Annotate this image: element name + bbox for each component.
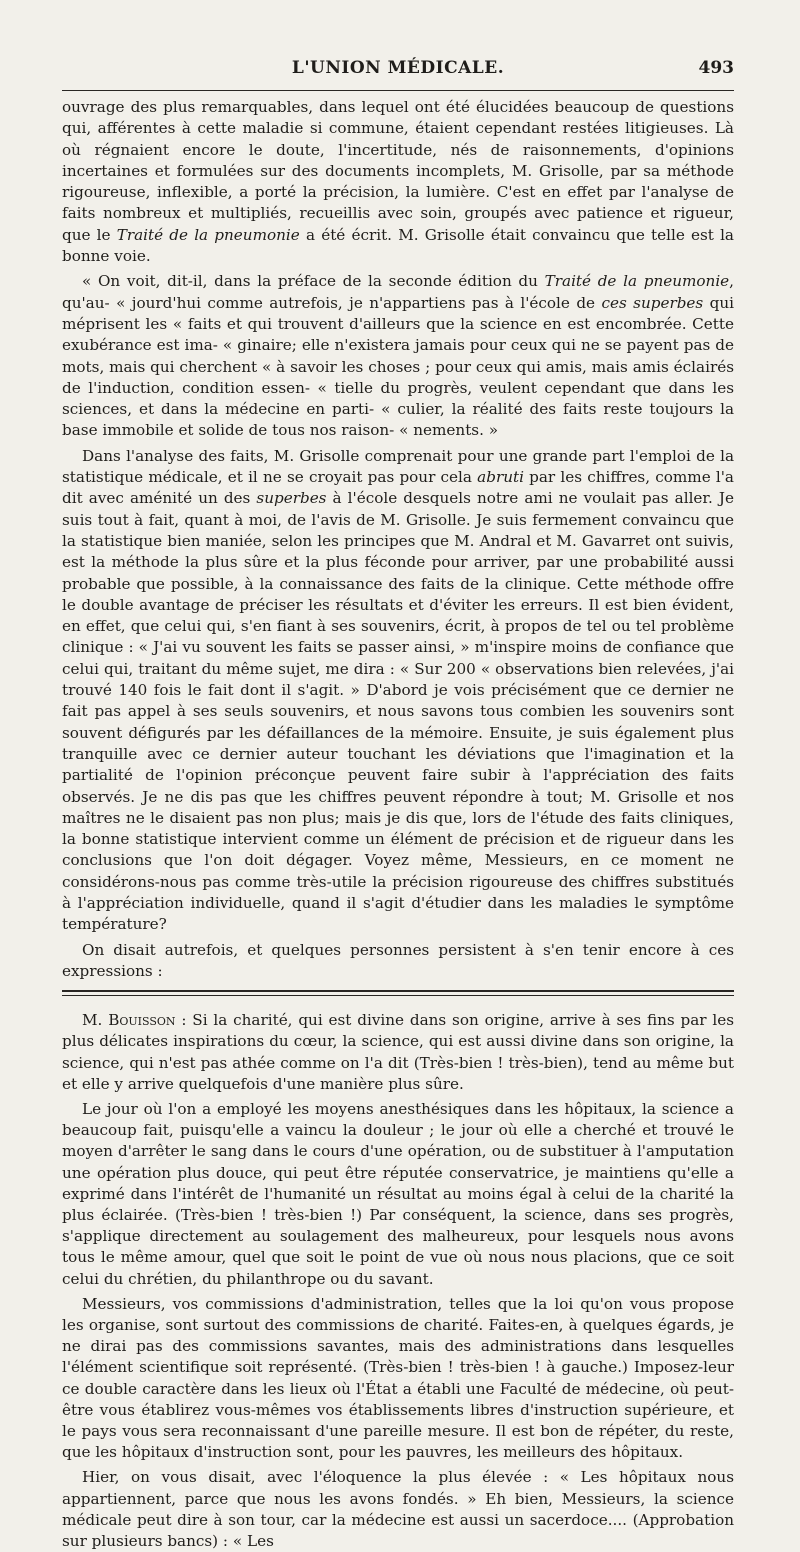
journal-title: L'UNION MÉDICALE. xyxy=(291,58,505,78)
speaker-name: M. Bouisson xyxy=(82,1011,176,1030)
italic-word: superbes xyxy=(256,489,327,508)
paragraph: Messieurs, vos commissions d'administration, telles que la loi qu'on vous propose les organise, sont surtout des commissions de charité. Faites-en, à quelques égards, je ne dirai pas des commissions savantes, mais des administrations dans lesquelles l'élément scientifique soit représenté. (Très-bien ! très-bien ! à gauche.) Imposez-leur ce double caractère dans les lieux où l'État a établi une Faculté de médecine, où peut-être vous établirez vous-mêmes vos établissements libres d'instruction supérieure, et le pays vous sera reconnaissant d'une pareille mesure. Il est bon de répéter, du reste, que les hôpitaux d'instruction sont, pour les pauvres, les meilleurs des hôpitaux. xyxy=(62,1294,734,1462)
debate-section xyxy=(62,1010,734,1552)
paragraph: Hier, on vous disait, avec l'éloquence la plus élevée : « Les hôpitaux nous appartiennent, parce que nous les avons fondés. » Eh bien, Messieurs, la science médicale peut dire à son tour, car la médecine est aussi un sacerdoce.... (Approbation sur plusieurs bancs) : « Les xyxy=(62,1468,734,1551)
paragraph: Dans l'analyse des faits, M. Grisolle comprenait pour une grande part l'emploi de la statistique médicale, et il ne se croyait pas pour cela abruti par les chiffres, comme l'a dit avec aménité un des superbes à l'école desquels notre ami ne voulait pas aller. Je suis tout à fait, quant à moi, de l'avis de M. Grisolle. Je suis fermement convaincu que la statistique bien maniée, selon les principes que M. Andral et M. Gavarret ont suivis, est la méthode la plus sûre et la plus féconde pour arriver, par une probabilité aussi probable que possible, à la connaissance des faits de la clinique. Cette méthode offre le double avantage de préciser les résultats et d'éviter les erreurs. Il est bien évident, en effet, que celui qui, s'en fiant à ses souvenirs, écrit, à propos de tel ou tel problème clinique : « J'ai vu souvent les faits se passer ainsi, » m'inspire moins de confiance que celui qui, traitant du même sujet, me dira : « Sur 200 « observations bien relevées, j'ai trouvé 140 fois le fait dont il s'agit. » D'abord je vois précisément que ce dernier ne fait pas appel à ses seuls souvenirs, et nous savons tous combien les souvenirs sont souvent défigurés par les défaillances de la mémoire. Ensuite, je suis également plus tranquille avec ce dernier auteur touchant les déviations que l'imagination et la partialité de l'opinion préconçue peuvent faire subir à l'appréciation des faits observés. Je ne dis pas que les chiffres peuvent répondre à tout; M. Grisolle et nos maîtres ne le disaient pas non plus; mais je dis que, lors de l'étude des faits cliniques, la bonne statistique intervient comme un élément de précision et de rigueur dans les conclusions que l'on doit dégager. Voyez même, Messieurs, en ce moment ne considérons-nous pas comme très-utile la précision rigoureuse des chiffres substitués à l'appréciation individuelle, quand il s'agit d'étudier dans les maladies le symptôme température? xyxy=(62,446,734,934)
paragraph: M. Bouisson : Si la charité, qui est divine dans son origine, arrive à ses fins par les plus délicates inspirations du cœur, la science, qui est aussi divine dans son origine, la science, qui n'est pas athée comme on l'a dit (Très-bien ! très-bien), tend au même but et elle y arrive quelquefois d'une manière plus sûre. xyxy=(62,1011,734,1093)
paragraph: On disait autrefois, et quelques personnes persistent à s'en tenir encore à ces expressions : xyxy=(62,940,734,980)
paragraph: ouvrage des plus remarquables, dans lequel ont été élucidées beaucoup de questions qui, afférentes à cette maladie si commune, étaient cependant restées litigieuses. Là où régnaient encore le doute, l'incertitude, nés de raisonnements, d'opinions incertaines et formulées sur des documents incomplets, M. Grisolle, par sa méthode rigoureuse, inflexible, a porté la précision, la lumière. C'est en effet par l'analyse de faits nombreux et multipliés, recueillis avec soin, groupés avec patience et rigueur, que le Traité de la pneumonie a été écrit. M. Grisolle était convaincu que telle est la bonne voie. xyxy=(62,98,734,266)
book-title: Traité de la pneumonie xyxy=(544,272,730,291)
book-title: Traité de la pneumonie xyxy=(116,225,300,244)
quotation-paragraph: « On voit, dit-il, dans la préface de la seconde édition du Traité de la pneumonie, qu'au- « jourd'hui comme autrefois, je n'appartiens pas à l'école de ces superbes qui méprisent les « faits et qui trouvent d'ailleurs que la science en est encombrée. Cette exubérance est ima- « ginaire; elle n'existera jamais pour ceux qui ne se payent pas de mots, mais qui cherchent « à savoir les choses ; pour ceux qui amis, mais amis éclairés de l'induction, condition essen- « tielle du progrès, veulent cependant que dans les sciences, et dans la médecine en parti- « culier, la réalité des faits reste toujours la base immobile et solide de tous nos raison- « nements. » xyxy=(62,272,734,440)
page-number: 493 xyxy=(698,58,734,78)
article-section xyxy=(62,97,734,982)
running-header xyxy=(62,58,734,90)
paragraph: Le jour où l'on a employé les moyens anesthésiques dans les hôpitaux, la science a beaucoup fait, puisqu'elle a vaincu la douleur ; le jour où elle a cherché et trouvé le moyen d'arrêter le sang dans le cours d'une opération, ou de substituer à l'amputation une opération plus douce, qui peut être réputée conservatrice, je maintiens qu'elle a exprimé dans l'intérêt de l'humanité un résultat au moins égal à celui de la charité la plus éclairée. (Très-bien ! très-bien !) Par conséquent, la science, dans ses progrès, s'applique directement au soulagement des malheureux, pour lesquels nous avons tous le même amour, quel que soit le point de vue où nous nous placions, que ce soit celui du chrétien, du philanthrope ou du savant. xyxy=(62,1099,734,1288)
italic-word: abruti xyxy=(477,468,524,487)
italic-phrase: ces superbes xyxy=(601,293,704,312)
header-rule xyxy=(62,90,734,91)
section-separator-rule xyxy=(62,990,734,996)
